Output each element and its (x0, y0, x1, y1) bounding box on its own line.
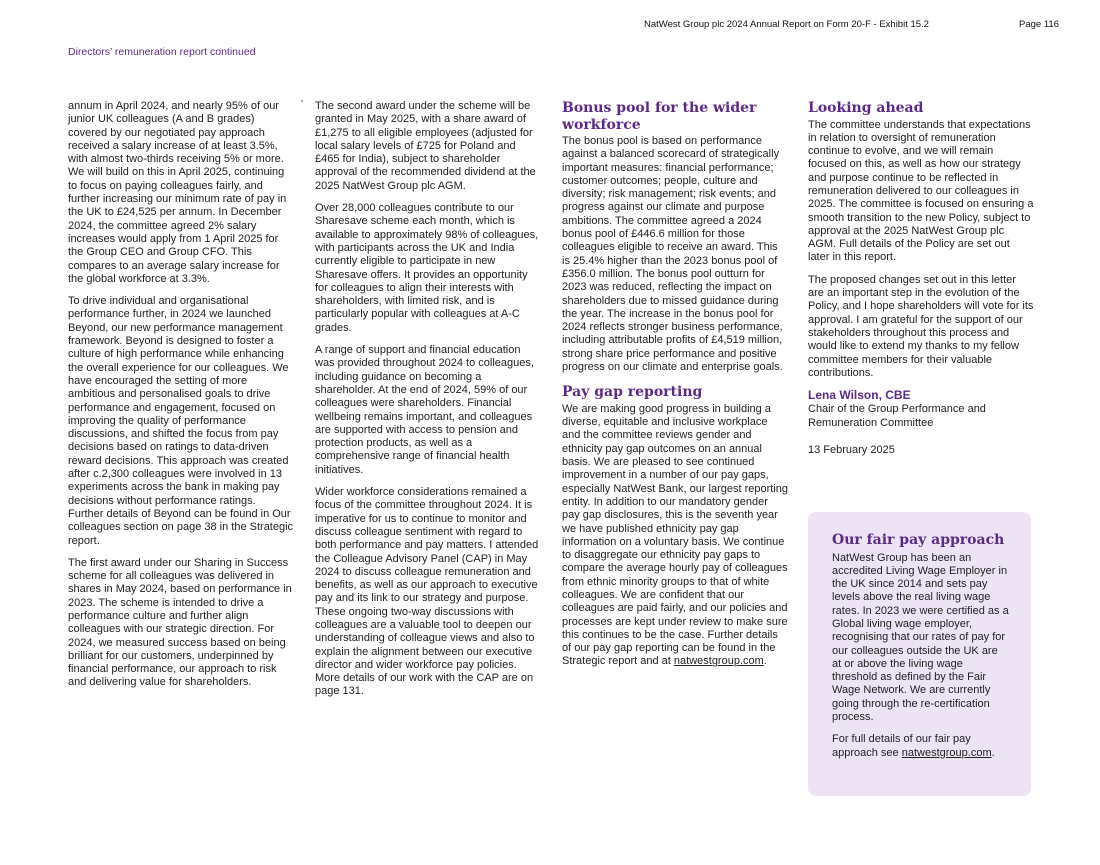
signature-date: 13 February 2025 (808, 444, 895, 457)
signature-name: Lena Wilson, CBE (808, 388, 911, 403)
pay-gap-heading: Pay gap reporting (562, 384, 703, 401)
pay-gap-text-end: . (763, 655, 767, 668)
document-header-title: NatWest Group plc 2024 Annual Report on Form 20-F - Exhibit 15.2 (644, 19, 929, 30)
divider-dot (301, 100, 303, 102)
column-2 (315, 100, 541, 708)
col1-paragraph-2: To drive individual and organisational performance further, in 2024 we launched Beyond, our new performance management framework. Beyond is designed to foster a culture of high performance while enhancing the overall experience for our colleagues. We have encouraged the setting of more ambitious and personalised goals to drive performance and engagement, focused on improving the quality of performance discussions, and shifted the focus from pay decisions based on ratings to data-driven reward decisions. This approach was created after c.2,300 colleagues were involved in 13 experiments across the bank in making pay decisions without performance ratings. Further details of Beyond can be found in Our colleagues section on page 38 in the Strategic report. (68, 295, 294, 547)
signature-role: Chair of the Group Performance and Remuneration Committee (808, 403, 986, 429)
looking-ahead-paragraph-1: The committee understands that expectations in relation to oversight of remuneration continue to evolve, and we will remain focused on this, as well as how our strategy and purpose continue to be reflected in remuneration delivered to our colleagues in 2025. The committee is focused on ensuring a smooth transition to the new Policy, subject to approval at the 2025 NatWest Group plc AGM. Full details of the Policy are set out later in this report. (808, 118, 1034, 264)
column-1 (68, 100, 294, 699)
fair-pay-paragraph-2 (832, 733, 1009, 760)
fair-pay-text: For full details of our fair pay approach see (832, 733, 971, 759)
col1-paragraph-1: annum in April 2024, and nearly 95% of our junior UK colleagues (A and B grades) covered by our negotiated pay approach received a salary increase of at least 3.5%, with almost two-thirds receiving 5% or more. We will build on this in April 2025, continuing to focus on paying colleagues fairly, and further increasing our minimum rate of pay in the UK to £24,525 per annum. In December 2024, the committee agreed 2% salary increases would apply from 1 April 2025 for the Group CEO and Group CFO. This compares to an average salary increase for the global workforce at 3.3%. (68, 100, 287, 285)
pay-gap-paragraph (562, 403, 788, 669)
col2-paragraph-1: The second award under the scheme will be granted in May 2025, with a share award of £1,275 to all eligible employees (adjusted for local salary levels of £725 for Poland and £465 for India), subject to shareholder approval of the recommended dividend at the 2025 NatWest Group plc AGM. (315, 100, 536, 192)
column-3 (562, 100, 788, 678)
pay-gap-text: We are making good progress in building a diverse, equitable and inclusive workplace and the committee reviews gender and ethnicity pay gap outcomes on an annual basis. We are pleased to see continued improvement in a number of our pay gaps, especially NatWest Bank, our largest reporting entity. In addition to our mandatory gender pay gap disclosures, this is the seventh year we have published ethnicity pay gap information on a voluntary basis. We continue to disaggregate our ethnicity pay gaps to compare the average hourly pay of colleagues from ethnic minority groups to that of white colleagues. We are confident that our colleagues are paid fairly, and our policies and processes are kept under review to make sure this continues to be the case. Further details of our pay gap reporting can be found in the Strategic report and at (562, 402, 789, 668)
looking-ahead-heading: Looking ahead (808, 100, 924, 116)
column-4 (808, 100, 1034, 457)
bonus-pool-paragraph: The bonus pool is based on performance against a balanced scorecard of strategically important measures: financial performance; customer outcomes; people, culture and diversity; risk management; risk events; and progress against our climate and purpose ambitions. The committee agreed a 2024 bonus pool of £446.6 million for those colleagues eligible to receive an award. This is 25.4% higher than the 2023 bonus pool of £356.0 million. The bonus pool outturn for 2023 was reduced, reflecting the impact on shareholders due to missed guidance during the year. The increase in the bonus pool for 2024 reflects stronger business performance, including attributable profits of £4,519 million, strong share price performance and positive progress on our climate and enterprise goals. (562, 135, 783, 374)
fair-pay-paragraph-1: NatWest Group has been an accredited Living Wage Employer in the UK since 2014 and sets pay levels above the real living wage rates. In 2023 we were certified as a Global living wage employer, recognising that our rates of pay for our colleagues outside the UK are at or above the living wage threshold as defined by the Fair Wage Network. We are currently going through the re-certification process. (832, 551, 1009, 724)
bonus-pool-heading: Bonus pool for the wider workforce (562, 100, 757, 133)
fair-pay-text-end: . (991, 746, 995, 759)
page-number: Page 116 (1019, 19, 1059, 30)
col2-paragraph-4: Wider workforce considerations remained a focus of the committee throughout 2024. It is imperative for us to continue to monitor and discuss colleague sentiment with regard to both performance and pay matters. I attended the Colleague Advisory Panel (CAP) in May 2024 to discuss colleague remuneration and benefits, as well as our approach to executive pay and its link to our strategy and purpose. These ongoing two-way discussions with colleagues are a valuable tool to deepen our understanding of colleague views and also to explain the alignment between our executive director and wider workforce pay policies. More details of our work with the CAP are on page 131. (315, 486, 539, 698)
fair-pay-callout (808, 512, 1031, 796)
fair-pay-natwestgroup-link[interactable]: natwestgroup.com (901, 746, 992, 759)
natwestgroup-link[interactable]: natwestgroup.com (673, 655, 764, 668)
looking-ahead-paragraph-2: The proposed changes set out in this letter are an important step in the evolution of the Policy, and I hope shareholders will vote for its approval. I am grateful for the support of our stakeholders throughout this process and would like to extend my thanks to my fellow committee members for their valuable contributions. (808, 273, 1034, 379)
col1-paragraph-3: The first award under our Sharing in Success scheme for all colleagues was delivered in shares in May 2024, based on performance in 2023. The scheme is intended to drive a performance culture and further align colleagues with our strategic direction. For 2024, we measured success based on being brilliant for our customers, underpinned by financial performance, our approach to risk and delivering value for shareholders. (68, 556, 292, 689)
col2-paragraph-3: A range of support and financial education was provided throughout 2024 to colleagues, including guidance on becoming a shareholder. At the end of 2024, 59% of our colleagues were shareholders. Financial wellbeing remains important, and colleagues are supported with access to pension and protection products, as well as a comprehensive range of financial health initiatives. (315, 344, 534, 476)
col2-paragraph-2: Over 28,000 colleagues contribute to our Sharesave scheme each month, which is available to approximately 98% of colleagues, with participants across the UK and India currently eligible to participate in new Sharesave offers. It provides an opportunity for colleagues to align their interests with shareholders, with limited risk, and is particularly popular with colleagues at A-C grades. (315, 202, 539, 334)
section-label: Directors’ remuneration report continued (68, 46, 256, 58)
fair-pay-heading: Our fair pay approach (832, 532, 1005, 548)
